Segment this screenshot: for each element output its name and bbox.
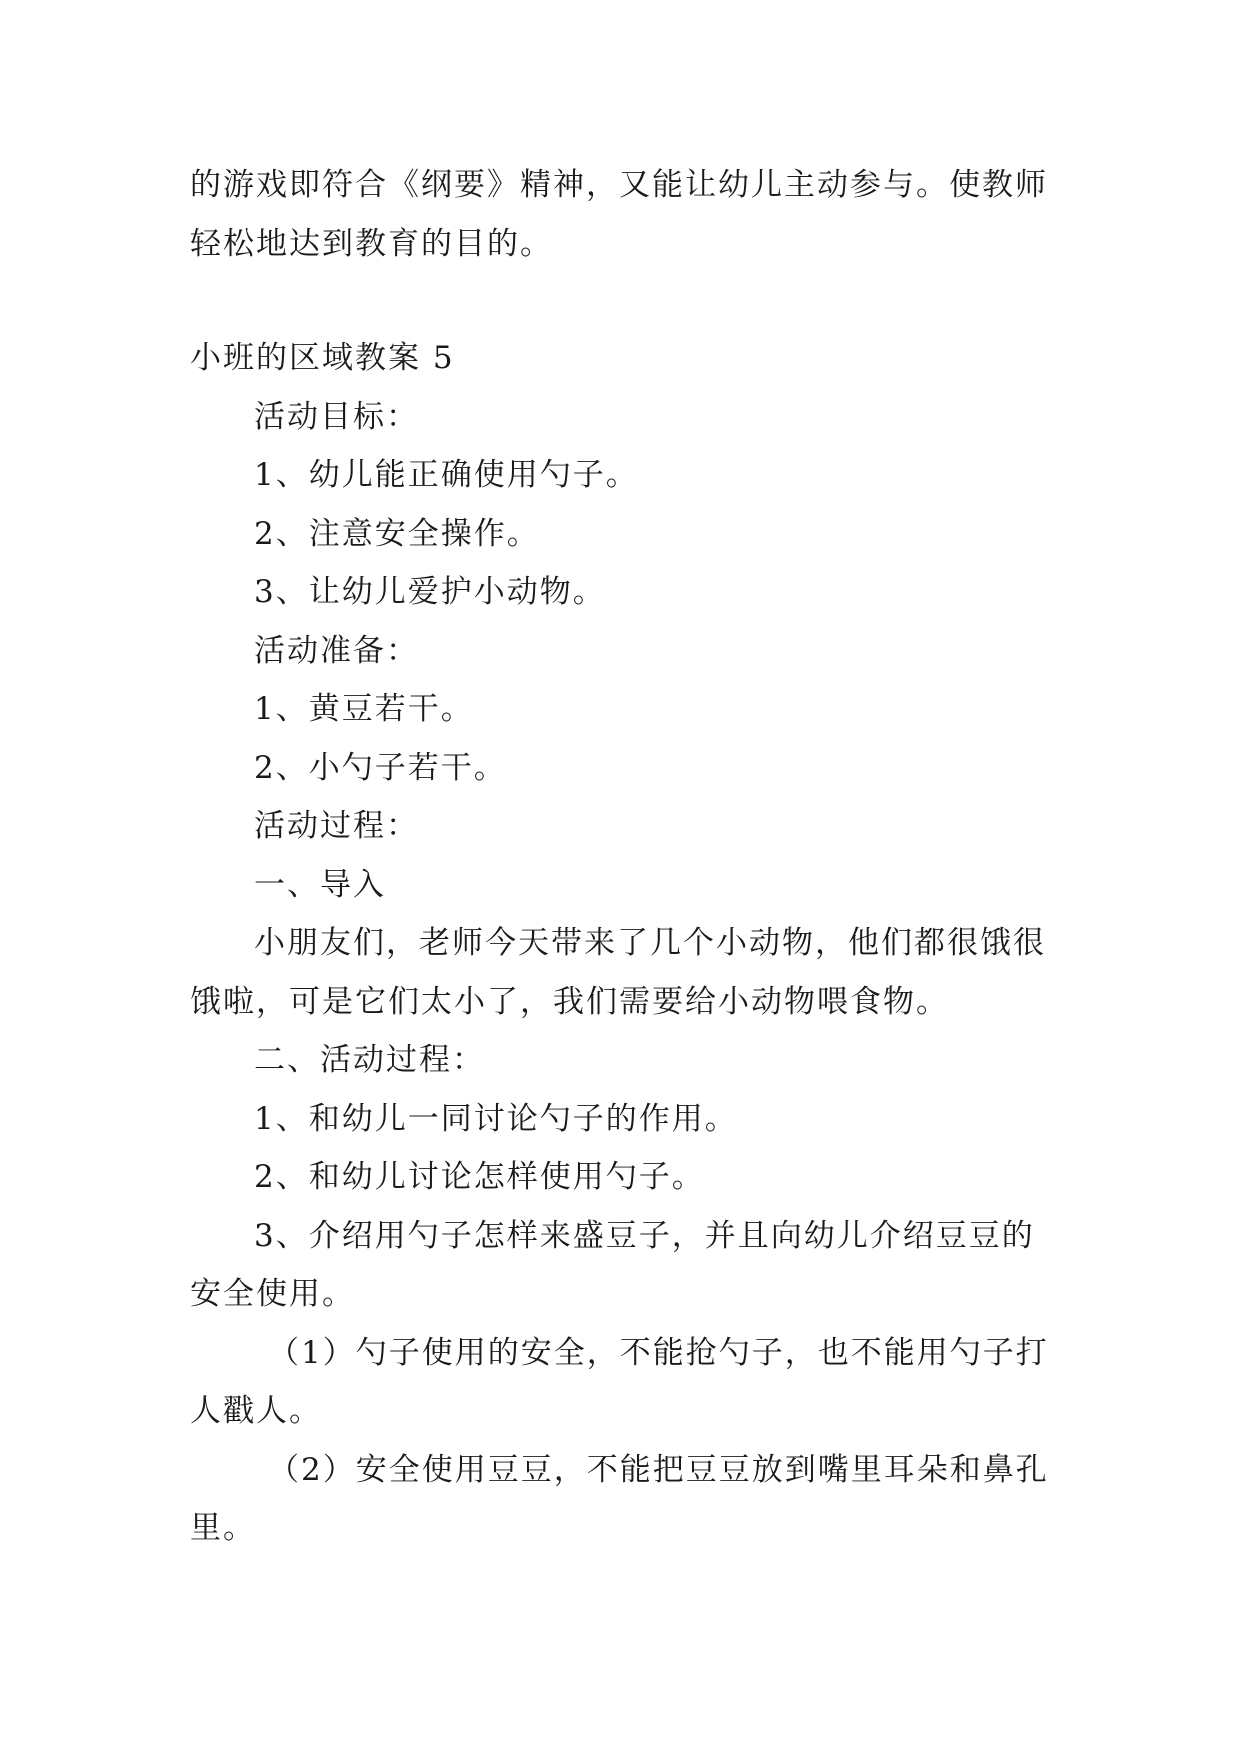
section-title: 小班的区域教案 5 bbox=[190, 340, 455, 376]
section-heading: 活动准备： bbox=[254, 633, 419, 669]
list-item: 2、小勺子若干。 bbox=[254, 750, 507, 786]
paragraph-line: 安全使用。 bbox=[190, 1276, 355, 1312]
paragraph-line: 小朋友们，老师今天带来了几个小动物，他们都很饿很 bbox=[254, 925, 1046, 961]
paragraph-line: 轻松地达到教育的目的。 bbox=[190, 226, 553, 262]
list-item: 1、和幼儿一同讨论勺子的作用。 bbox=[254, 1101, 738, 1137]
paragraph-line: 饿啦，可是它们太小了，我们需要给小动物喂食物。 bbox=[190, 984, 949, 1020]
section-heading: 一、导入 bbox=[254, 867, 386, 903]
list-item: 2、和幼儿讨论怎样使用勺子。 bbox=[254, 1159, 705, 1195]
section-heading: 活动目标： bbox=[254, 399, 419, 435]
paragraph-line: 里。 bbox=[190, 1510, 256, 1546]
list-item: 3、介绍用勺子怎样来盛豆子，并且向幼儿介绍豆豆的 bbox=[254, 1218, 1035, 1254]
section-heading: 活动过程： bbox=[254, 808, 419, 844]
list-item: （1）勺子使用的安全，不能抢勺子，也不能用勺子打 bbox=[268, 1335, 1049, 1371]
paragraph-line: 人戳人。 bbox=[190, 1393, 322, 1429]
list-item: 3、让幼儿爱护小动物。 bbox=[254, 574, 606, 610]
section-heading: 二、活动过程： bbox=[254, 1042, 485, 1078]
list-item: 2、注意安全操作。 bbox=[254, 516, 540, 552]
paragraph-line: 的游戏即符合《纲要》精神，又能让幼儿主动参与。使教师 bbox=[190, 167, 1048, 203]
list-item: （2）安全使用豆豆，不能把豆豆放到嘴里耳朵和鼻孔 bbox=[268, 1452, 1049, 1488]
list-item: 1、黄豆若干。 bbox=[254, 691, 474, 727]
list-item: 1、幼儿能正确使用勺子。 bbox=[254, 457, 639, 493]
